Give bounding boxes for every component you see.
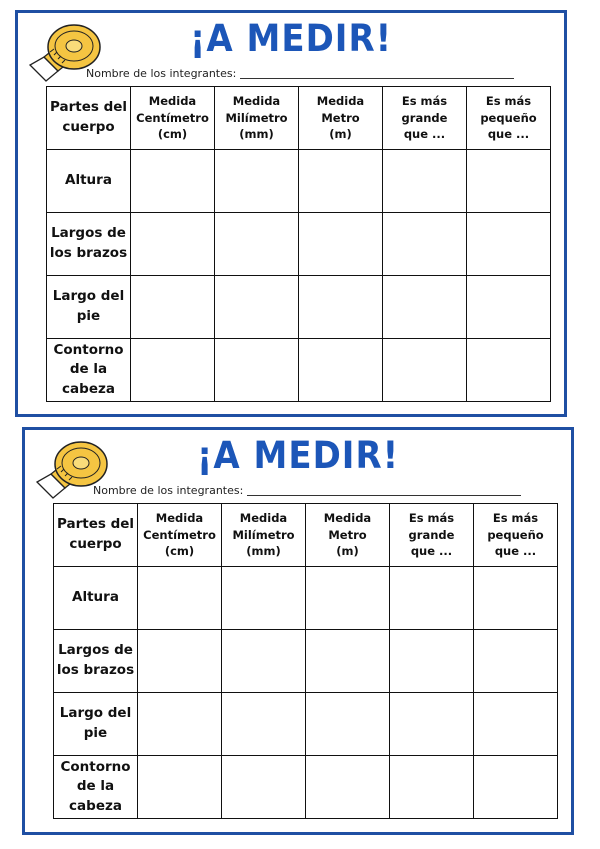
row-foot-length [47,276,551,339]
cell-text-line: (m) [329,127,352,142]
body-part-label [54,693,138,756]
cell-text-line: (mm) [239,127,274,142]
names-field[interactable] [86,67,514,80]
cell-text-line: Largo del [52,288,125,305]
answer-cell[interactable] [138,630,222,693]
cell-text-line: Centímetro [136,110,209,125]
answer-cell[interactable] [299,150,383,213]
answer-cell[interactable] [222,693,306,756]
cell-text-line: Altura [65,172,112,189]
cell-text-line: que ... [487,127,530,142]
header-body-parts [47,87,131,150]
cell-text-line: de la [69,361,108,378]
header-millimeter [215,87,299,150]
names-blank-line[interactable] [247,495,521,496]
answer-cell[interactable] [390,630,474,693]
answer-cell[interactable] [306,630,390,693]
cell-text-line: Largo del [59,705,132,722]
cell-text-line: Milímetro [225,110,288,125]
body-part-label [54,756,138,819]
answer-cell[interactable] [131,150,215,213]
cell-text-line: (cm) [164,544,195,559]
answer-cell[interactable] [299,213,383,276]
answer-cell[interactable] [131,339,215,402]
header-centimeter [131,87,215,150]
cell-text-line: Metro [321,110,360,125]
answer-cell[interactable] [131,276,215,339]
cell-text-line: Medida [155,510,204,525]
cell-text-line: Es más [492,510,539,525]
answer-cell[interactable] [474,693,558,756]
header-body-parts [54,504,138,567]
cell-text-line: Medida [239,510,288,525]
answer-cell[interactable] [306,693,390,756]
cell-text-line: grande [408,527,455,542]
row-arm-length [47,213,551,276]
cell-text-line: pequeño [487,527,544,542]
answer-cell[interactable] [138,756,222,819]
answer-cell[interactable] [474,756,558,819]
cell-text-line: Centímetro [143,527,216,542]
cell-text-line: Medida [232,93,281,108]
row-height [47,150,551,213]
cell-text-line: que ... [494,544,537,559]
worksheet-title: ¡A MEDIR! [196,434,400,478]
answer-cell[interactable] [299,276,383,339]
answer-cell[interactable] [390,567,474,630]
body-part-label [47,213,131,276]
cell-text-line: Medida [148,93,197,108]
names-blank-line[interactable] [240,78,514,79]
cell-text-line: Altura [72,589,119,606]
header-meter [299,87,383,150]
answer-cell[interactable] [306,756,390,819]
table-header-row [54,504,558,567]
answer-cell[interactable] [215,276,299,339]
header-bigger-than [390,504,474,567]
cell-text-line: grande [401,110,448,125]
body-part-label [47,339,131,402]
answer-cell[interactable] [383,213,467,276]
answer-cell[interactable] [138,693,222,756]
answer-cell[interactable] [131,213,215,276]
names-label: Nombre de los integrantes: [86,67,237,80]
answer-cell[interactable] [390,693,474,756]
cell-text-line: Partes del [56,516,135,533]
answer-cell[interactable] [383,150,467,213]
cell-text-line: los brazos [56,662,135,678]
worksheet-title: ¡A MEDIR! [189,17,393,61]
answer-cell[interactable] [474,567,558,630]
answer-cell[interactable] [467,150,551,213]
answer-cell[interactable] [306,567,390,630]
cell-text-line: cabeza [69,797,122,814]
row-height [54,567,558,630]
names-label: Nombre de los integrantes: [93,484,244,497]
cell-text-line: cuerpo [62,119,115,135]
header-meter [306,504,390,567]
cell-text-line: Partes del [49,99,128,116]
answer-cell[interactable] [222,756,306,819]
row-head-circumference [47,339,551,402]
cell-text-line: Es más [408,510,455,525]
row-arm-length [54,630,558,693]
cell-text-line: (mm) [246,544,281,559]
answer-cell[interactable] [299,339,383,402]
cell-text-line: (m) [336,544,359,559]
answer-cell[interactable] [390,756,474,819]
answer-cell[interactable] [467,276,551,339]
answer-cell[interactable] [138,567,222,630]
cell-text-line: Es más [401,93,448,108]
header-smaller-than [474,504,558,567]
header-millimeter [222,504,306,567]
answer-cell[interactable] [222,630,306,693]
cell-text-line: Largos de [51,225,126,242]
names-field[interactable] [93,484,521,497]
cell-text-line: Medida [323,510,372,525]
measurement-table [46,86,551,402]
cell-text-line: Milímetro [232,527,295,542]
cell-text-line: cabeza [62,380,115,397]
cell-text-line: pequeño [480,110,537,125]
answer-cell[interactable] [215,150,299,213]
cell-text-line: que ... [403,127,446,142]
worksheet-1 [15,10,567,417]
row-foot-length [54,693,558,756]
cell-text-line: Es más [485,93,532,108]
table-header-row [47,87,551,150]
answer-cell[interactable] [215,339,299,402]
header-smaller-than [467,87,551,150]
answer-cell[interactable] [215,213,299,276]
cell-text-line: de la [76,778,115,795]
answer-cell[interactable] [222,567,306,630]
cell-text-line: (cm) [157,127,188,142]
body-part-label [47,276,131,339]
body-part-label [54,630,138,693]
cell-text-line: los brazos [49,245,128,261]
header-centimeter [138,504,222,567]
body-part-label [54,567,138,630]
cell-text-line: Contorno [60,758,131,775]
worksheet-2 [22,427,574,835]
answer-cell[interactable] [467,339,551,402]
cell-text-line: Metro [328,527,367,542]
cell-text-line: Medida [316,93,365,108]
cell-text-line: pie [83,725,108,741]
header-bigger-than [383,87,467,150]
answer-cell[interactable] [467,213,551,276]
body-part-label [47,150,131,213]
row-head-circumference [54,756,558,819]
cell-text-line: cuerpo [69,536,122,552]
answer-cell[interactable] [383,276,467,339]
cell-text-line: que ... [410,544,453,559]
answer-cell[interactable] [383,339,467,402]
answer-cell[interactable] [474,630,558,693]
measurement-table [53,503,558,819]
cell-text-line: pie [76,308,101,324]
cell-text-line: Largos de [58,642,133,659]
cell-text-line: Contorno [53,341,124,358]
